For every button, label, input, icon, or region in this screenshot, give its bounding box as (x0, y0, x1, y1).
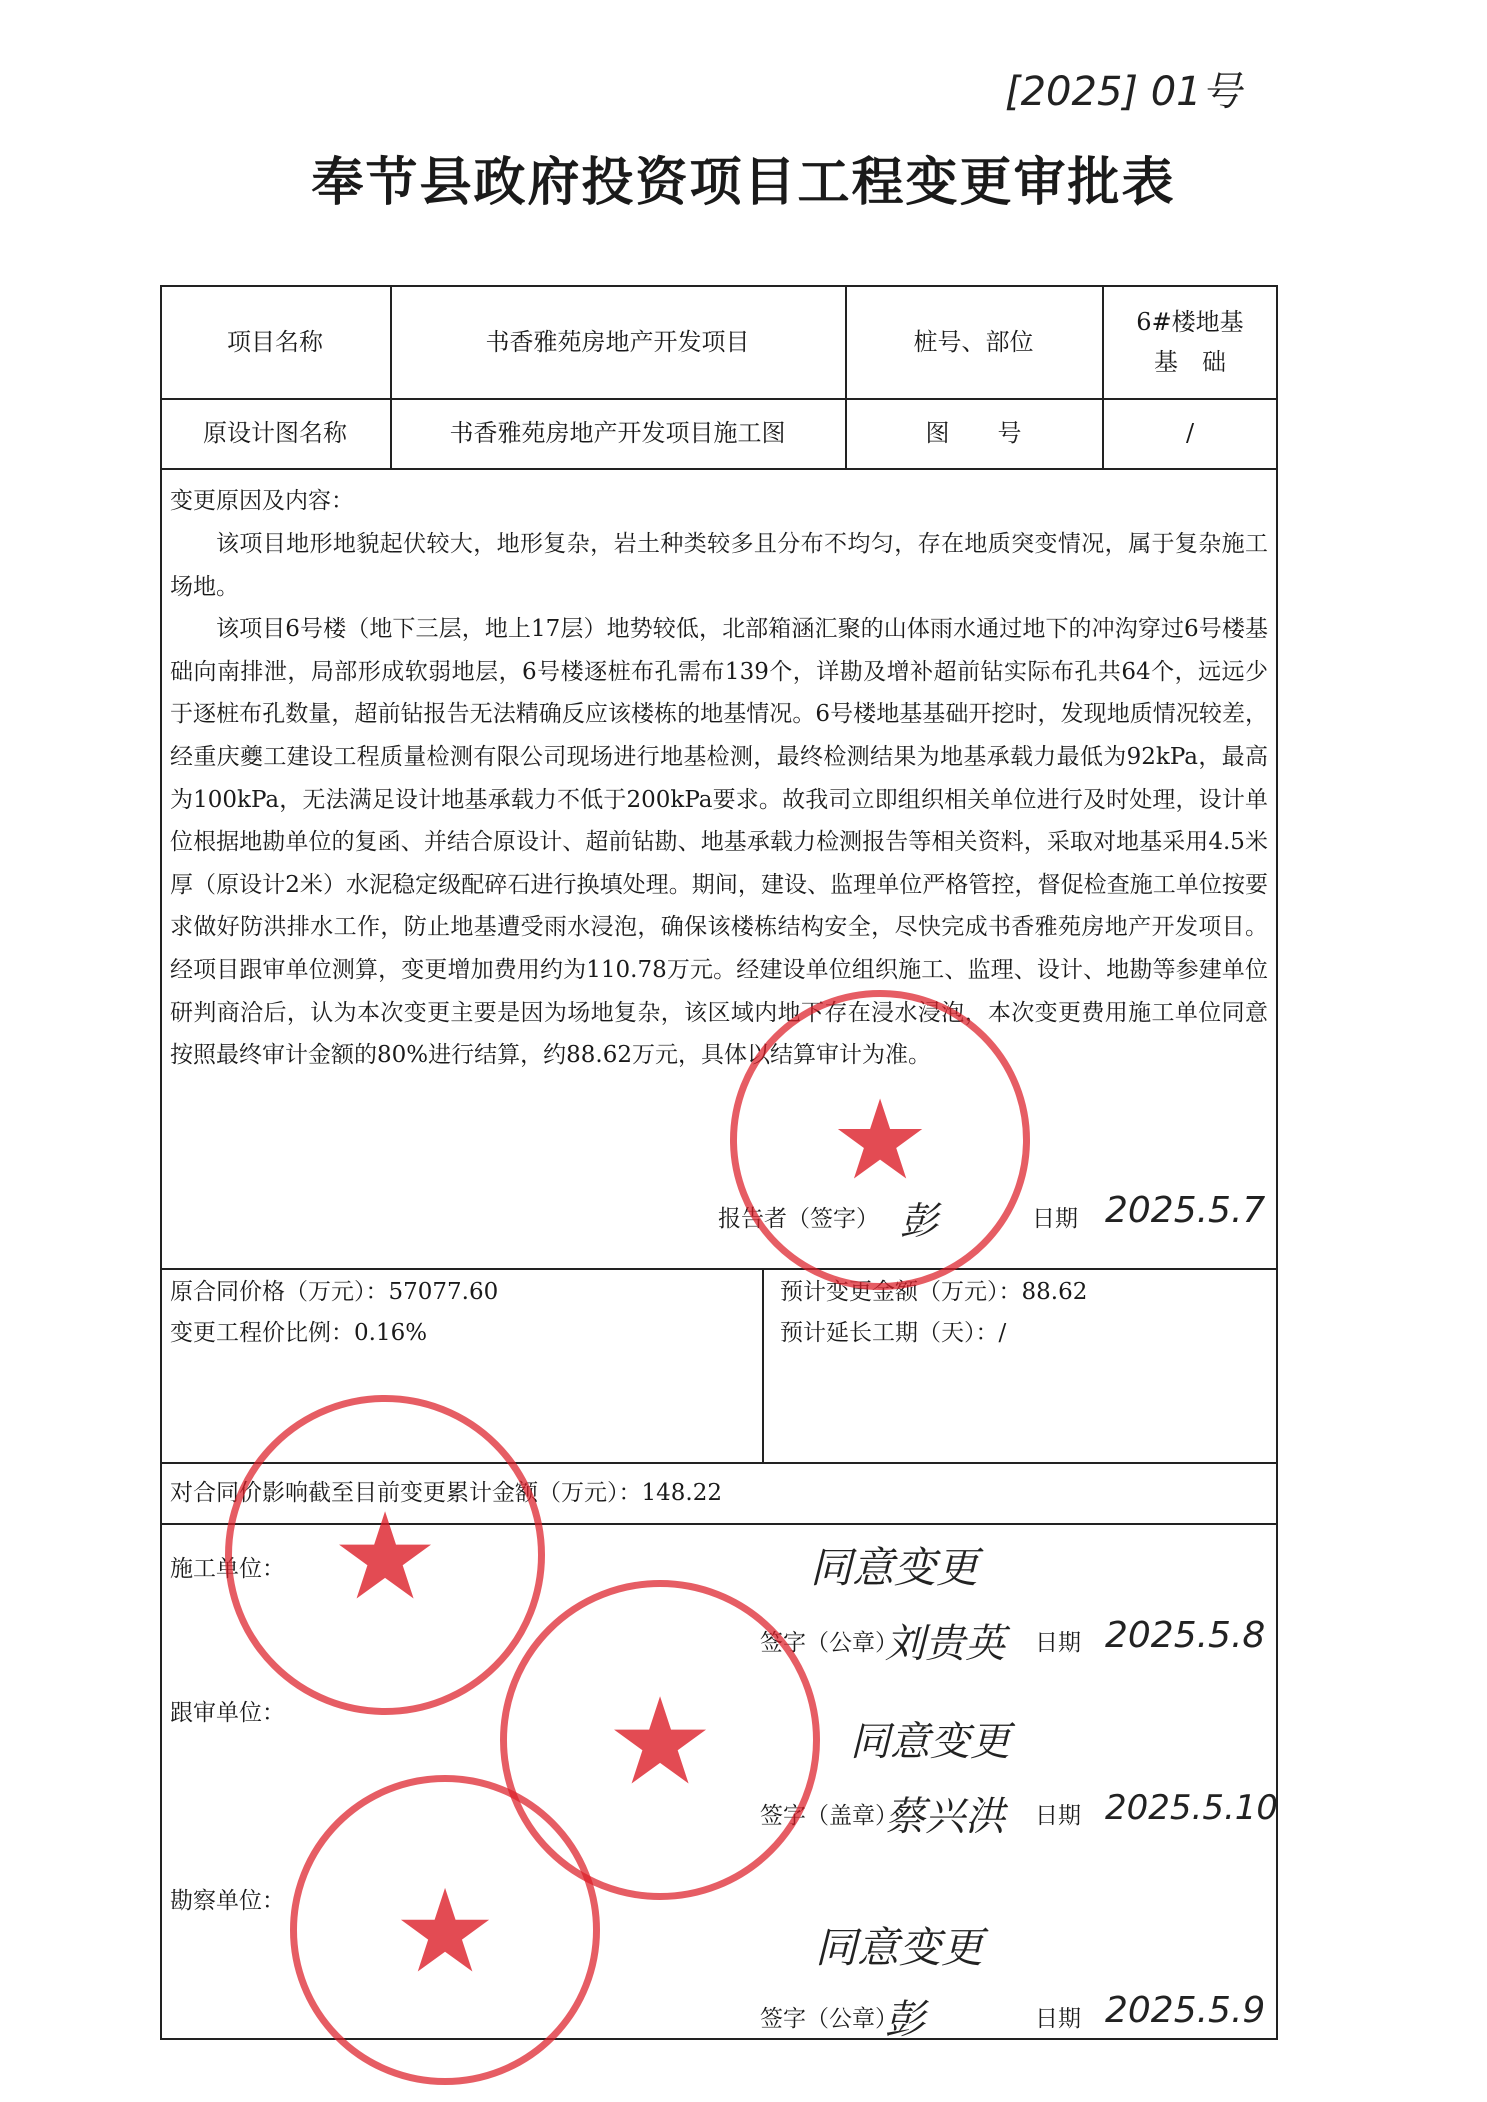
cumulative-change-amount: 对合同价影响截至目前变更累计金额（万元）：148.22 (170, 1480, 722, 1506)
document-number: [2025] 01号 (1005, 69, 1242, 115)
survey-unit-label: 勘察单位： (170, 1888, 285, 1914)
pile-value-line1: 6#楼地基 (1136, 307, 1244, 336)
surveyor-seal-star-icon: ★ (393, 1865, 497, 1999)
reporter-signature: 彭 (900, 1199, 939, 1243)
original-design-value: 书香雅苑房地产开发项目施工图 (449, 419, 786, 447)
page-title: 奉节县政府投资项目工程变更审批表 (311, 153, 1176, 213)
reporter-date: 2025.5.7 (1105, 1190, 1266, 1231)
change-heading: 变更原因及内容： (170, 488, 354, 514)
project-name-value: 书香雅苑房地产开发项目 (485, 327, 750, 356)
survey-opinion: 同意变更 (815, 1923, 984, 1972)
reporter-label: 报告者（签字） (718, 1206, 879, 1232)
row-divider (160, 468, 1278, 470)
change-paragraph-2: 该项目6号楼（地下三层，地上17层）地势较低，北部箱涵汇聚的山体雨水通过地下的冲沟穿过6号楼基础向南排泄，局部形成软弱地层，6号楼逐桩布孔需布139个，详勘及增补超前钻实际布孔共64个，远远少于逐桩布孔数量，超前钻报告无法精确反应该楼栋的地基情况。6号楼地基基础开挖时，发现地质情况较差，经重庆夔工建设工程质量检测有限公司现场进行地基检测，最终检测结果为地基承载力最低为92kPa，最高为100kPa，无法满足设计地基承载力不低于200kPa要求。故我司立即组织相关单位进行及时处理，设计单位根据地勘单位的复函、并结合原设计、超前钻勘、地基承载力检测报告等相关资料，采取对地基采用4.5米厚（原设计2米）水泥稳定级配碎石进行换填处理。期间，建设、监理单位严格管控，督促检查施工单位按要求做好防洪排水工作，防止地基遭受雨水浸泡，确保该楼栋结构安全，尽快完成书香雅苑房地产开发项目。经项目跟审单位测算，变更增加费用约为110.78万元。经建设单位组织施工、监理、设计、地勘等参建单位研判商洽后，认为本次变更主要是因为场地复杂，该区域内地下存在浸水浸泡，本次变更费用施工单位同意按照最终审计金额的80%进行结算，约88.62万元，具体以结算审计为准。 (170, 616, 1268, 1069)
audit-date-label: 日期 (1035, 1803, 1081, 1829)
change-price-ratio: 变更工程价比例：0.16% (170, 1320, 428, 1346)
audit-unit-label: 跟审单位： (170, 1700, 285, 1726)
construction-unit-label: 施工单位： (170, 1556, 285, 1582)
construction-date: 2025.5.8 (1105, 1615, 1266, 1656)
audit-date: 2025.5.10 (1105, 1788, 1279, 1828)
construction-opinion: 同意变更 (810, 1543, 979, 1592)
survey-sign-label: 签字（公章） (760, 2006, 898, 2032)
contractor-seal-star-icon: ★ (331, 1488, 439, 1627)
survey-date: 2025.5.9 (1105, 1990, 1266, 2031)
audit-opinion: 同意变更 (850, 1719, 1010, 1765)
audit-signature: 蔡兴洪 (885, 1794, 1005, 1840)
estimated-extension-days: 预计延长工期（天）：/ (780, 1320, 1007, 1346)
estimated-change-amount: 预计变更金额（万元）：88.62 (780, 1279, 1088, 1305)
construction-signature: 刘贵英 (885, 1621, 1005, 1667)
original-contract-price: 原合同价格（万元）：57077.60 (170, 1279, 499, 1305)
reporter-date-label: 日期 (1032, 1206, 1078, 1232)
audit-sign-label: 签字（盖章） (760, 1803, 898, 1829)
original-design-label: 原设计图名称 (203, 419, 347, 447)
change-paragraph-1: 该项目地形地貌起伏较大，地形复杂，岩土种类较多且分布不均匀，存在地质突变情况，属于复杂施工场地。 (170, 531, 1268, 600)
pile-label: 桩号、部位 (913, 327, 1034, 356)
construction-sign-label: 签字（公章） (760, 1630, 898, 1656)
row-divider (160, 1268, 1278, 1270)
survey-signature: 彭 (885, 1997, 925, 2043)
developer-seal-star-icon: ★ (830, 1076, 930, 1204)
change-content (170, 523, 1268, 1077)
column-divider (762, 1268, 764, 1462)
project-name-label: 项目名称 (227, 327, 323, 356)
drawing-number-label: 图 号 (925, 419, 1022, 447)
drawing-number-value: / (1185, 419, 1195, 447)
pile-value (1102, 285, 1278, 398)
auditor-seal-star-icon: ★ (606, 1673, 714, 1812)
pile-value-line2: 基 础 (1154, 347, 1226, 376)
construction-date-label: 日期 (1035, 1630, 1081, 1656)
survey-date-label: 日期 (1035, 2006, 1081, 2032)
